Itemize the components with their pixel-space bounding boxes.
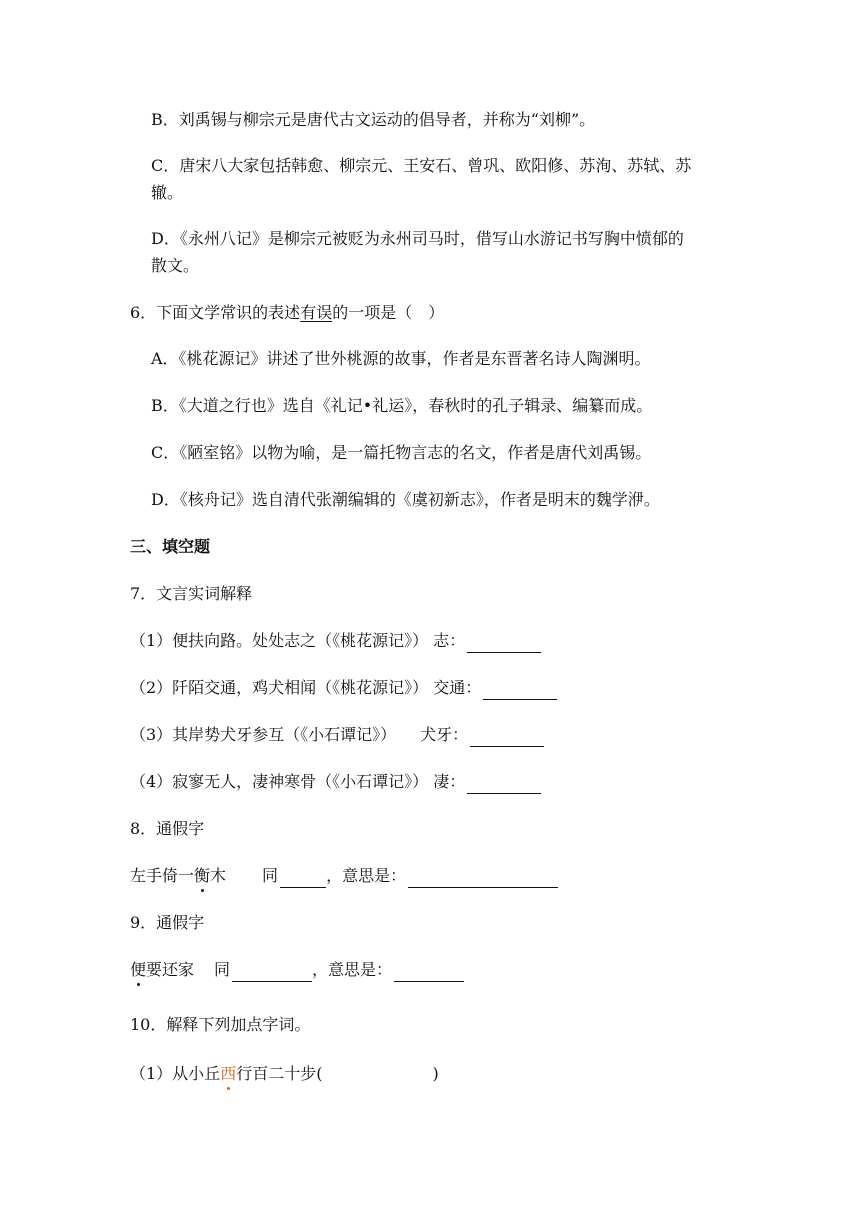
q7-item-1-text: （1）便扶向路。处处志之（《桃花源记》） 志： <box>130 631 466 650</box>
q5-option-c-line1: C．唐宋八大家包括韩愈、柳宗元、王安石、曾巩、欧阳修、苏洵、苏轼、苏 <box>151 156 692 175</box>
q10-post: 行百二十步( <box>236 1064 323 1083</box>
q6-option-b: B．《大道之行也》选自《礼记•礼运》，春秋时的孔子辑录、编纂而成。 <box>151 396 653 415</box>
q8-post: 木 <box>210 866 227 885</box>
answer-blank[interactable] <box>394 963 464 982</box>
answer-blank[interactable] <box>280 869 326 888</box>
q7-item-2-text: （2）阡陌交通，鸡犬相闻（《桃花源记》） 交通： <box>130 678 482 697</box>
q7-item-3-text: （3）其岸势犬牙参互（《小石谭记》） 犬牙： <box>130 725 469 744</box>
q9-post: 要还家 <box>146 960 195 979</box>
q6-suffix: 的一项是（ ） <box>332 303 445 322</box>
answer-blank[interactable] <box>470 728 544 747</box>
dotted-char: 便 <box>130 958 146 982</box>
q7-title: 7．文言实词解释 <box>130 584 253 603</box>
q9-meaning: ，意思是： <box>312 960 393 979</box>
answer-blank[interactable] <box>232 963 312 982</box>
q6-prefix: 6．下面文学常识的表述 <box>130 303 301 322</box>
q5-option-d-line2: 散文。 <box>151 256 200 275</box>
dotted-char: 西 <box>220 1062 236 1086</box>
answer-blank[interactable] <box>467 634 541 653</box>
q10-title: 10．解释下列加点字词。 <box>130 1015 311 1034</box>
q8-meaning: ，意思是： <box>326 866 407 885</box>
section-heading: 三、填空题 <box>130 537 211 556</box>
q6-option-d: D．《核舟记》选自清代张潮编辑的《虞初新志》，作者是明末的魏学洢。 <box>151 490 660 509</box>
q7-item-3 <box>130 723 544 747</box>
q9-same: 同 <box>214 960 231 979</box>
answer-blank[interactable] <box>467 775 541 794</box>
answer-blank[interactable] <box>483 681 557 700</box>
q5-option-b: B．刘禹锡与柳宗元是唐代古文运动的倡导者，并称为“刘柳”。 <box>151 110 596 129</box>
q7-item-4-text: （4）寂寥无人，凄神寒骨（《小石谭记》） 凄： <box>130 772 466 791</box>
q8-line <box>130 864 558 888</box>
q7-item-4 <box>130 770 541 794</box>
q5-option-d-line1: D．《永州八记》是柳宗元被贬为永州司马时，借写山水游记书写胸中愤郁的 <box>151 229 684 248</box>
q7-item-1 <box>130 629 541 653</box>
q6-emphasis: 有误 <box>300 303 333 322</box>
q9-title: 9．通假字 <box>130 913 205 932</box>
q8-title: 8．通假字 <box>130 819 205 838</box>
q9-line <box>130 958 464 982</box>
q10-item-1 <box>130 1062 439 1086</box>
answer-blank[interactable] <box>408 869 558 888</box>
q6-question <box>130 301 444 325</box>
q6-option-a: A．《桃花源记》讲述了世外桃源的故事，作者是东晋著名诗人陶渊明。 <box>151 349 651 368</box>
dotted-char: 衡 <box>194 864 210 888</box>
q10-close: ) <box>432 1064 439 1083</box>
q10-pre: （1）从小丘 <box>130 1064 221 1083</box>
q8-same: 同 <box>262 866 279 885</box>
q7-item-2 <box>130 676 557 700</box>
q6-option-c: C．《陋室铭》以物为喻，是一篇托物言志的名文，作者是唐代刘禹锡。 <box>151 443 652 462</box>
q5-option-c-line2: 辙。 <box>151 183 184 202</box>
q8-pre: 左手倚一 <box>130 866 195 885</box>
